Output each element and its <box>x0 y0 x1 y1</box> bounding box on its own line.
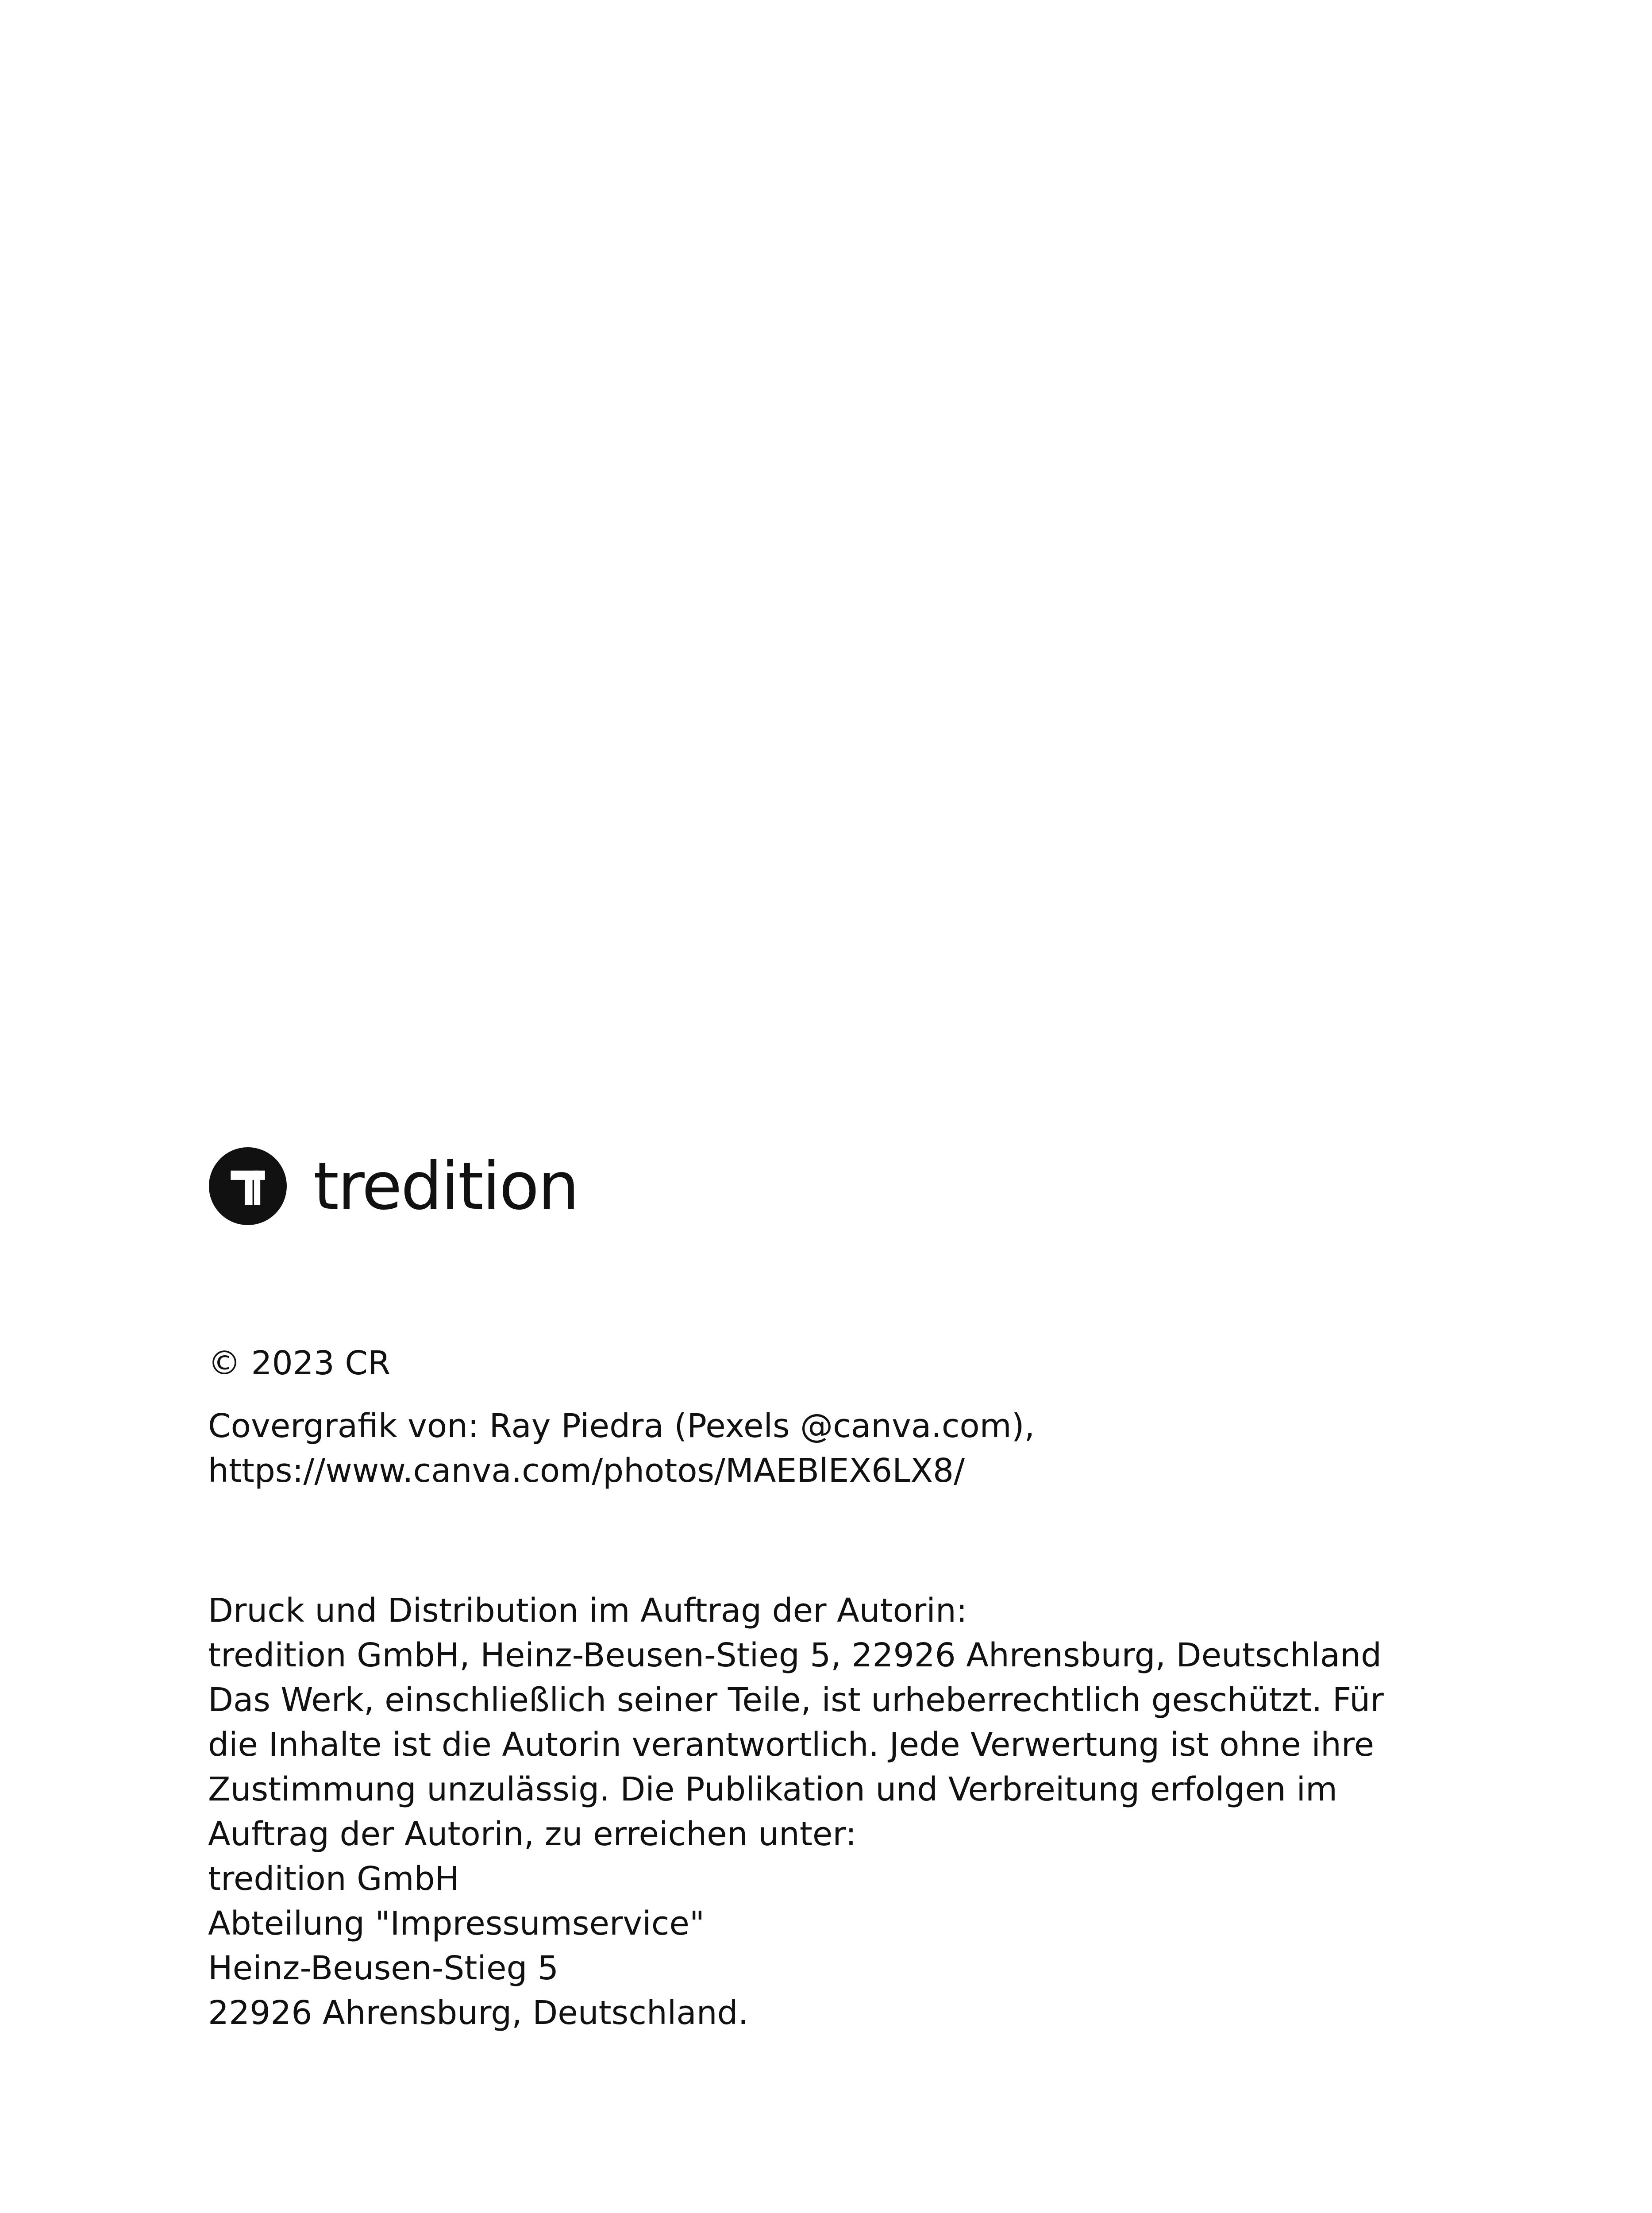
imprint-line: Heinz-Beusen-Stieg 5 <box>208 1949 559 1987</box>
copyright-notice <box>208 1341 390 1386</box>
imprint-line: Das Werk, einschließlich seiner Teile, ist urheberrechtlich geschützt. Für <box>208 1681 1384 1719</box>
imprint-line: tredition GmbH <box>208 1860 460 1898</box>
imprint-line: Abteilung "Impressumservice" <box>208 1905 705 1943</box>
cover-credit-line: Covergrafik von: Ray Piedra (Pexels @canva.com), <box>208 1407 1035 1445</box>
tredition-logo-icon <box>209 1147 287 1225</box>
publisher-wordmark: tredition <box>313 1148 578 1224</box>
imprint-line: 22926 Ahrensburg, Deutschland. <box>208 1994 749 2032</box>
imprint-line: tredition GmbH, Heinz-Beusen-Stieg 5, 22926 Ahrensburg, Deutschland <box>208 1636 1382 1674</box>
imprint-line: Druck und Distribution im Auftrag der Autorin: <box>208 1592 967 1630</box>
copyright-line: © 2023 CR <box>208 1344 391 1382</box>
imprint-line: Auftrag der Autorin, zu erreichen unter: <box>208 1815 857 1853</box>
cover-credit <box>208 1404 1035 1493</box>
imprint-line: Zustimmung unzulässig. Die Publikation und Verbreitung erfolgen im <box>208 1770 1338 1808</box>
cover-credit-url: https://www.canva.com/photos/MAEBlEX6LX8/ <box>208 1452 965 1490</box>
imprint-line: die Inhalte ist die Autorin verantwortlich. Jede Verwertung ist ohne ihre <box>208 1726 1375 1764</box>
publisher-logo <box>209 1146 578 1226</box>
imprint-text <box>208 1588 1384 2036</box>
